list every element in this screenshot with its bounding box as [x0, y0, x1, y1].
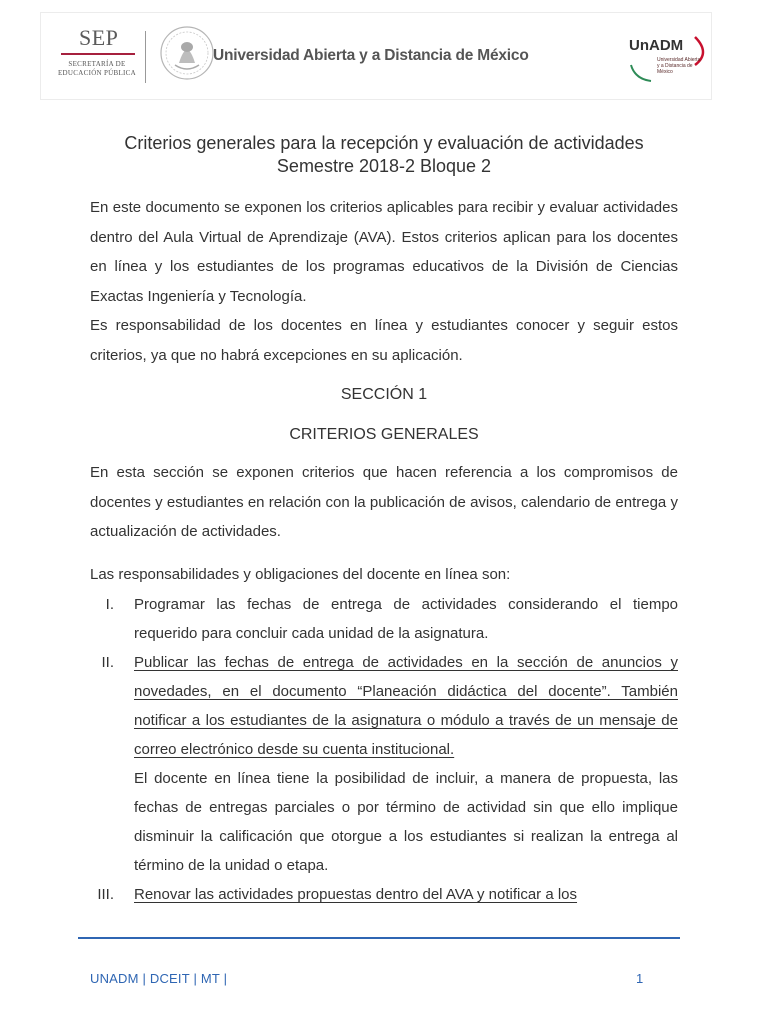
footer-divider [78, 937, 680, 939]
university-name: Universidad Abierta y a Distancia de México [213, 47, 529, 64]
section-paragraph: En esta sección se exponen criterios que hacen referencia a los compromisos de docentes y estudiantes en relación con la publicación de avisos, calendario de entrega y actualización de actividades. [90, 464, 678, 540]
sep-logo-text: SEP [79, 25, 119, 50]
document-title [60, 132, 708, 178]
footer-text: UNADM | DCEIT | MT | [90, 971, 228, 986]
list-item-text: Programar las fechas de entrega de actividades considerando el tiempo requerido para concluir cada unidad de la asignatura. [134, 596, 678, 642]
unadm-logo [625, 31, 707, 89]
sep-logo [53, 27, 135, 87]
section-label: SECCIÓN 1 [340, 386, 428, 403]
list-item-text: El docente en línea tiene la posibilidad de incluir, a manera de propuesta, las fechas de entregas parciales o por término de actividad sin que ello implique disminuir la calificación que otorgue a los estudiantes si realizan la entrega al término de la unidad o etapa. [134, 770, 678, 874]
intro-paragraph-2: Es responsabilidad de los docentes en línea y estudiantes conocer y seguir estos criterios, ya que no habrá excepciones en su aplicación. [90, 317, 678, 364]
list-intro: Las responsabilidades y obligaciones del docente en línea son: [90, 566, 511, 583]
list-numeral: I. [105, 596, 114, 613]
national-seal-icon [157, 23, 217, 87]
responsibilities-list [90, 590, 678, 909]
list-item-underlined-text: Renovar las actividades propuestas dentro del AVA y notificar a los [134, 886, 578, 903]
unadm-logo-text: UnADM [629, 37, 684, 54]
intro-paragraph-1: En este documento se exponen los criterios aplicables para recibir y evaluar actividades dentro del Aula Virtual de Aprendizaje (AVA). Estos criterios aplican para los docentes en línea y los estudiantes de los programas educativos de la División de Ciencias Exactas Ingeniería y Tecnología. [90, 199, 678, 305]
document-header [40, 12, 712, 100]
unadm-logo-subtitle: Universidad Abierta y a Distancia de México [657, 57, 701, 75]
list-item [90, 590, 678, 648]
list-item [90, 880, 678, 909]
header-divider [145, 31, 146, 83]
sep-logo-subtitle: SECRETARÍA DE EDUCACIÓN PÚBLICA [57, 60, 137, 77]
list-numeral: III. [97, 886, 114, 903]
page-number: 1 [636, 971, 644, 986]
list-item [90, 648, 678, 880]
title-line-2: Semestre 2018-2 Bloque 2 [276, 156, 492, 176]
title-line-1: Criterios generales para la recepción y evaluación de actividades [124, 133, 644, 153]
list-item-underlined-text: Publicar las fechas de entrega de actividades en la sección de anuncios y novedades, en el documento “Planeación didáctica del docente”. También notificar a los estudiantes de la asignatura o módulo a través de un mensaje de correo electrónico desde su cuenta institucional. [134, 654, 678, 758]
list-numeral: II. [101, 654, 114, 671]
section-title: CRITERIOS GENERALES [289, 426, 479, 443]
sep-logo-line [61, 53, 135, 55]
